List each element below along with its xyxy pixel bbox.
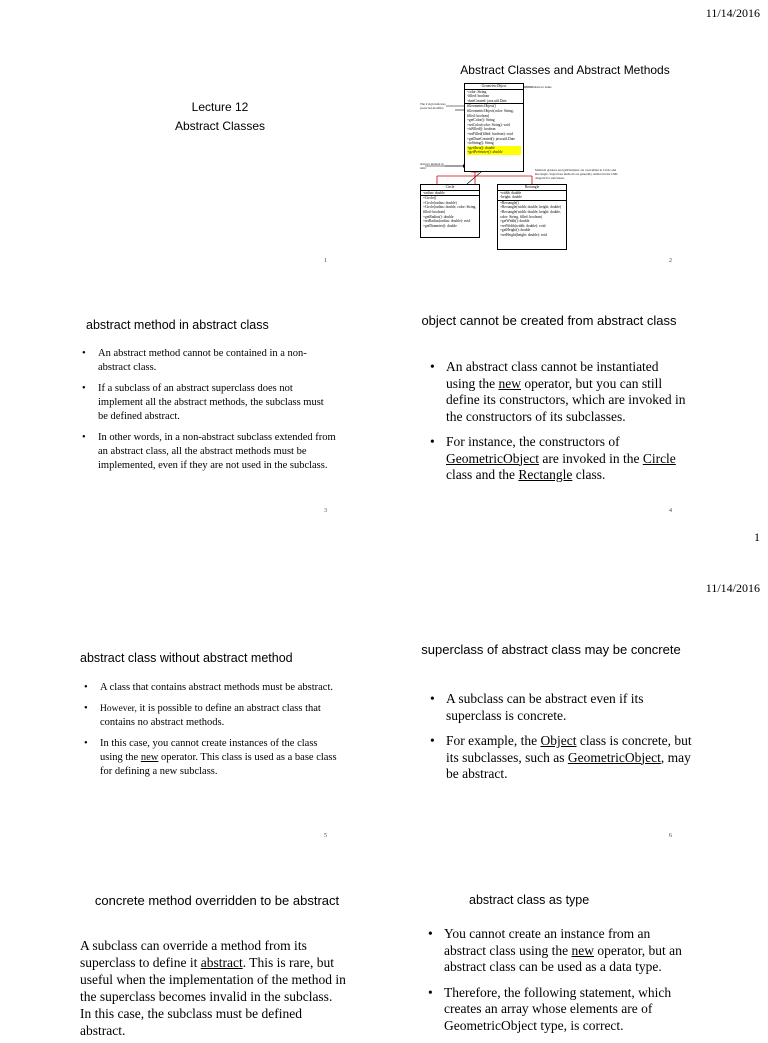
slide3-bullets (80, 347, 336, 480)
slide8-title: abstract class as type (469, 893, 590, 907)
list-item: • For instance, the constructors of GeometricObject are invoked in the Circle class and the Rectangle class. (428, 434, 688, 484)
uml-methods: #GeometricObject() #GeometricObject(color: String, filled: boolean) +getColor(): String +setColor(color: String): void +isFilled(): boolean +setFilled(filled: boolean): void +getDateCreated(): java.util.Date +toString(): String +getArea(): double +getPerimeter(): double (465, 104, 523, 155)
list-item: • If a subclass of an abstract superclass does not implement all the abstract methods, the subclass must be defined abstract. (80, 382, 336, 424)
slide5-page-number: 5 (324, 833, 327, 839)
list-item: • In this case, you cannot create instances of the class using the new operator. This class is used as a base class for defining a new subclass. (82, 737, 338, 779)
note-arrow-abstract-method (445, 163, 465, 169)
list-item: • A subclass can be abstract even if its superclass is concrete. (428, 691, 692, 724)
note-arrow-protected (446, 103, 466, 109)
uml-fields: -color: String -filled: boolean -dateCreated: java.util.Date (465, 90, 523, 105)
uml-class-rectangle: Rectangle -width: double -height: double +Rectangle() +Rectangle(width: double, height: double) +Rectangle(width: double, height: double, color: String, filled: boolean) +getWidth(): double +setWidth(width: double): void +getHeight(): double +setHeight(height: double): void (497, 184, 567, 250)
slide1-title (100, 98, 340, 136)
slide2-page-number: 2 (669, 258, 672, 264)
slide7-title: concrete method overridden to be abstract (94, 893, 340, 908)
page-number: 1 (754, 530, 760, 544)
slide1-title-line2: Abstract Classes (174, 119, 266, 133)
list-item: • In other words, in a non-abstract subclass extended from an abstract class, all the abstract methods must be implemented, even if they are not used in the subclass. (80, 431, 336, 473)
list-item: • You cannot create an instance from an abstract class using the new operator, but an abstract class can be used as a data type. (426, 926, 694, 976)
slide6-title: superclass of abstract class may be concrete (421, 642, 681, 657)
slide6-bullets (428, 691, 692, 792)
slide1-title-line1: Lecture 12 (191, 100, 249, 114)
list-item: • An abstract method cannot be contained in a non-abstract class. (80, 347, 336, 375)
list-item: • An abstract class cannot be instantiated using the new operator, but you can still define its constructors, which are invoked in the constructors of its subclasses. (428, 359, 688, 425)
slide7-paragraph: A subclass can override a method from its superclass to define it abstract. This is rare, but useful when the implementation of the method in the superclass becomes invalid in the subclass. In this case, the subclass must be defined abstract. (80, 938, 346, 1038)
list-item: • For example, the Object class is concrete, but its subclasses, such as GeometricObject, may be abstract. (428, 733, 692, 783)
slide1-page-number: 1 (324, 258, 327, 264)
slide5-title: abstract class without abstract method (80, 651, 293, 665)
slide3-page-number: 3 (324, 508, 327, 514)
uml-class-geometricobject (464, 83, 524, 172)
list-item: • However, it is possible to define an abstract class that contains no abstract methods. (82, 702, 338, 730)
note-methods-overridden: Methods getArea and getPerimeter are overridden in Circle and Rectangle. Superclass methods are generally omitted in the UML diagram for subclasses. (535, 168, 619, 180)
list-item: • Therefore, the following statement, which creates an array whose elements are of GeometricObject type, is correct. (426, 985, 694, 1035)
slide3-title: abstract method in abstract class (86, 318, 269, 332)
note-abstract-method: abstract method in italic (420, 162, 444, 170)
slide8-bullets (426, 926, 694, 1043)
slide4-title: object cannot be created from abstract class (421, 313, 677, 328)
slide4-page-number: 4 (669, 508, 672, 514)
slide6-page-number: 6 (669, 833, 672, 839)
note-protected: The # sign indicates protected modifier (420, 102, 446, 110)
slide2-title: Abstract Classes and Abstract Methods (460, 63, 670, 77)
uml-class-circle: Circle -radius: double +Circle() +Circle(radius: double) +Circle(radius: double, color: String, filled: boolean) +getRadius(): double +setRadius(radius: double): void +getDiameter(): double (420, 184, 480, 238)
page-date-second: 11/14/2016 (705, 581, 760, 595)
note-abstract-name: abstract name (534, 85, 552, 89)
page-date-top: 11/14/2016 (705, 6, 760, 20)
slide4-bullets (428, 359, 688, 493)
list-item: • A class that contains abstract methods must be abstract. (82, 681, 338, 695)
uml-class-name: GeometricObject (465, 84, 523, 90)
slide5-bullets (82, 681, 338, 786)
